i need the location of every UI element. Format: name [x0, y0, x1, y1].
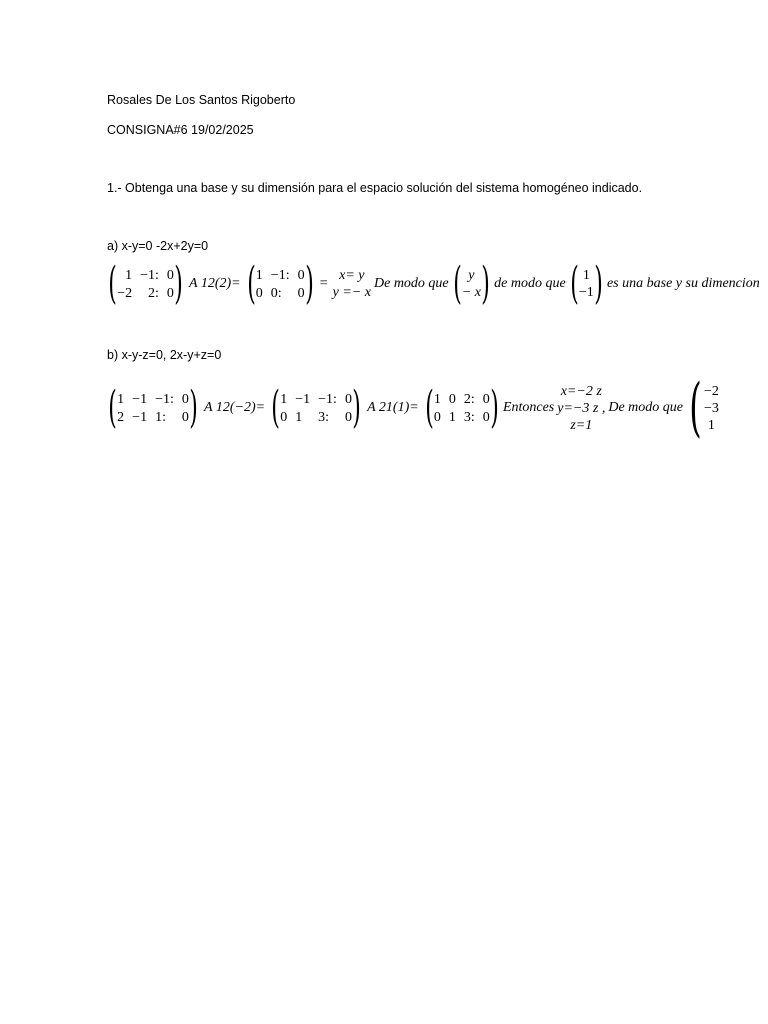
part-b-label: b) x-y-z=0, 2x-y+z=0 — [107, 348, 222, 362]
part-a-equals: = — [319, 276, 328, 291]
author-name: Rosales De Los Santos Rigoberto — [107, 93, 296, 107]
part-a-row-op: A 12(2)= — [189, 276, 241, 291]
part-a-text-3: es una base y su dimencion — [606, 276, 760, 291]
part-a-vector-1: ( y − x ) — [452, 258, 490, 309]
part-b-matrix-1: ( 1 −1 −1: 0 2 −1 1: 0 ) — [108, 382, 198, 433]
part-b-solution — [104, 371, 719, 445]
part-a-text-1: De modo que — [374, 276, 449, 291]
part-b-vector: ( −2 −3 1 — [689, 371, 719, 445]
part-a-system: x= y y =− x — [332, 268, 371, 300]
part-a-text-2: de modo que — [494, 276, 566, 291]
problem-statement: 1.- Obtenga una base y su dimensión para el espacio solución del sistema homogéneo indicado. — [107, 181, 643, 195]
part-b-row-op-1: A 12(−2)= — [204, 400, 266, 415]
part-a-matrix-2: ( 1 −1: 0 0 0: 0 ) — [246, 258, 314, 309]
part-a-solution — [104, 258, 760, 309]
part-a-matrix-1: ( 1 −1: 0 −2 2: 0 ) — [108, 258, 183, 309]
part-b-text-1: Entonces — [502, 400, 555, 415]
part-b-matrix-3: ( 1 0 2: 0 0 1 3: 0 ) — [424, 382, 499, 433]
part-b-text-2: De modo que — [608, 400, 683, 415]
assignment-line: CONSIGNA#6 19/02/2025 — [107, 123, 254, 137]
part-b-matrix-2: ( 1 −1 −1: 0 0 1 3: 0 ) — [271, 382, 361, 433]
part-a-vector-2: ( 1 −1 ) — [570, 258, 603, 309]
part-b-system: x=−2 z y=−3 z , z=1 — [557, 383, 606, 433]
part-b-row-op-2: A 21(1)= — [367, 400, 419, 415]
part-a-label: a) x-y=0 -2x+2y=0 — [107, 239, 209, 253]
